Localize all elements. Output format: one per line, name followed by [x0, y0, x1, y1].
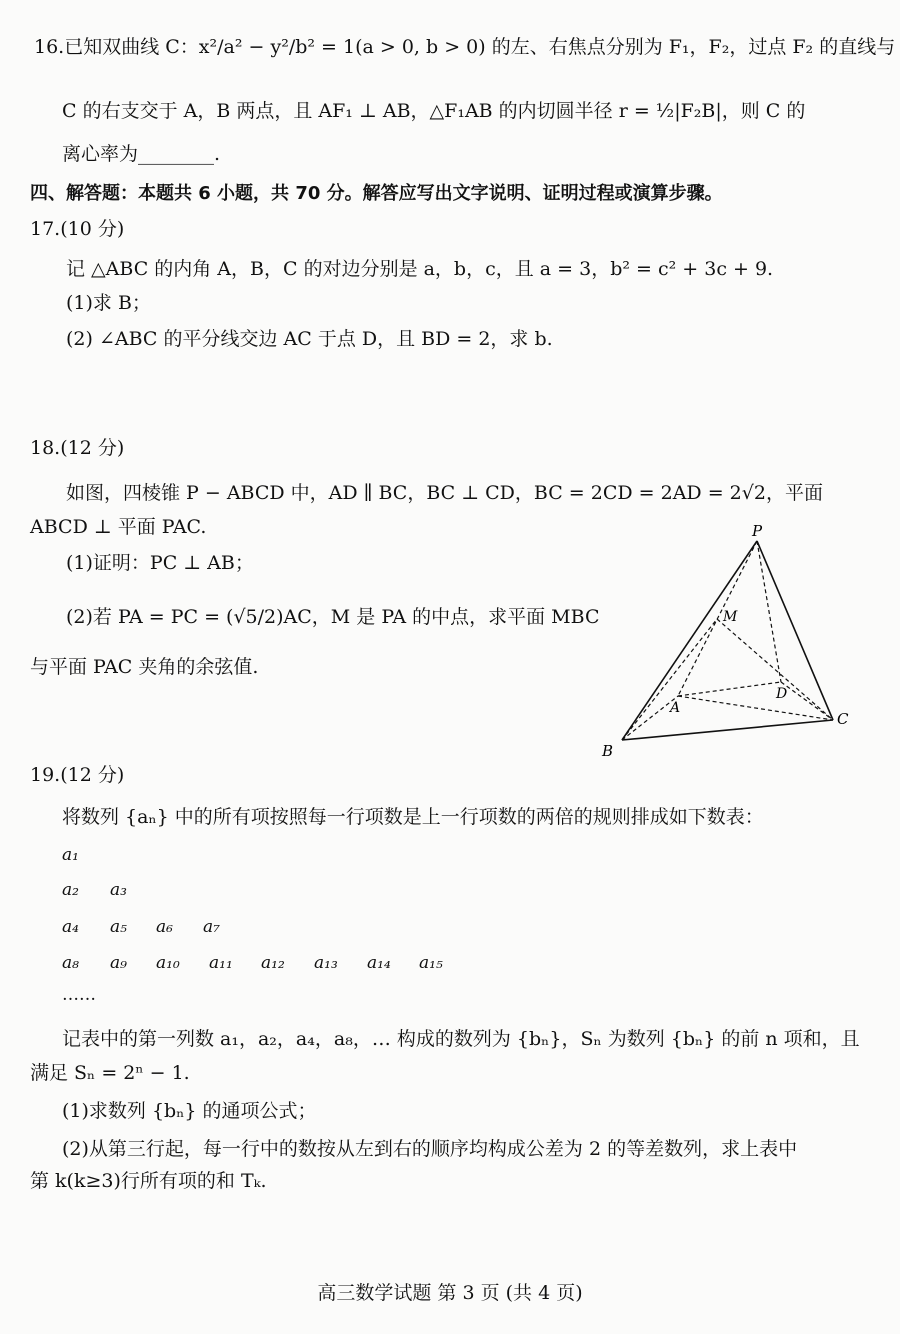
table-ellipsis: ……	[62, 985, 96, 1005]
q19-stem2: 记表中的第一列数 a₁，a₂，a₄，a₈，… 构成的数列为 {bₙ}，Sₙ 为数列 {bₙ} 的前 n 项和，且	[62, 1028, 860, 1050]
table-cell: a₁	[62, 845, 79, 865]
label-A: A	[670, 700, 681, 716]
q19-part1: (1)求数列 {bₙ} 的通项公式；	[62, 1100, 317, 1122]
q19-stem: 将数列 {aₙ} 中的所有项按照每一行项数是上一行项数的两倍的规则排成如下数表：	[62, 806, 764, 828]
q17-part2: (2) ∠ABC 的平分线交边 AC 于点 D，且 BD = 2，求 b.	[66, 328, 553, 350]
table-cell: a₂	[62, 880, 79, 900]
q16-line2: C 的右支交于 A，B 两点，且 AF₁ ⊥ AB，△F₁AB 的内切圆半径 r = ½|F₂B|，则 C 的	[62, 100, 806, 122]
table-cell: a₃	[110, 880, 127, 900]
pyramid-figure	[590, 520, 860, 760]
table-cell: a₈	[62, 953, 79, 973]
q18-stem2: ABCD ⊥ 平面 PAC.	[30, 516, 207, 538]
table-cell: a₄	[62, 917, 79, 937]
table-cell: a₇	[203, 917, 220, 937]
table-cell: a₁₅	[419, 953, 443, 973]
q18-part1: (1)证明：PC ⊥ AB；	[66, 552, 254, 574]
label-C: C	[837, 710, 849, 728]
q18-part2: (2)若 PA = PC = (√5/2)AC，M 是 PA 的中点，求平面 MBC	[66, 606, 600, 628]
table-cell: a₁₂	[261, 953, 285, 973]
q16-line1: 16.已知双曲线 C：x²/a² − y²/b² = 1(a > 0, b > 0) 的左、右焦点分别为 F₁，F₂，过点 F₂ 的直线与	[34, 36, 896, 58]
table-cell: a₆	[156, 917, 173, 937]
label-P: P	[752, 522, 763, 540]
q18-stem1: 如图，四棱锥 P − ABCD 中，AD ∥ BC，BC ⊥ CD，BC = 2CD = 2AD = 2√2，平面	[66, 482, 823, 504]
table-cell: a₉	[110, 953, 127, 973]
table-cell: a₁₀	[156, 953, 180, 973]
section-heading: 四、解答题：本题共 6 小题，共 70 分。解答应写出文字说明、证明过程或演算步骤。	[30, 183, 723, 204]
label-B: B	[602, 742, 614, 760]
label-M: M	[723, 609, 738, 625]
page-footer: 高三数学试题 第 3 页 (共 4 页)	[317, 1282, 583, 1304]
table-cell: a₁₃	[314, 953, 338, 973]
q18-head: 18.(12 分)	[30, 437, 125, 459]
table-cell: a₁₁	[209, 953, 233, 973]
q19-part2: (2)从第三行起，每一行中的数按从左到右的顺序均构成公差为 2 的等差数列，求上表中	[62, 1138, 798, 1160]
q16-line3: 离心率为________.	[62, 143, 221, 165]
q17-head: 17.(10 分)	[30, 218, 125, 240]
table-cell: a₅	[110, 917, 127, 937]
table-cell: a₁₄	[367, 953, 391, 973]
q19-part2-cont: 第 k(k≥3)行所有项的和 Tₖ.	[30, 1170, 267, 1192]
label-D: D	[776, 686, 788, 702]
q18-part2-cont: 与平面 PAC 夹角的余弦值.	[30, 656, 259, 678]
q19-stem3: 满足 Sₙ = 2ⁿ − 1.	[30, 1062, 190, 1084]
q17-part1: (1)求 B；	[66, 292, 151, 314]
q17-stem: 记 △ABC 的内角 A，B，C 的对边分别是 a，b，c，且 a = 3，b² = c² + 3c + 9.	[66, 258, 774, 280]
q19-head: 19.(12 分)	[30, 764, 125, 786]
